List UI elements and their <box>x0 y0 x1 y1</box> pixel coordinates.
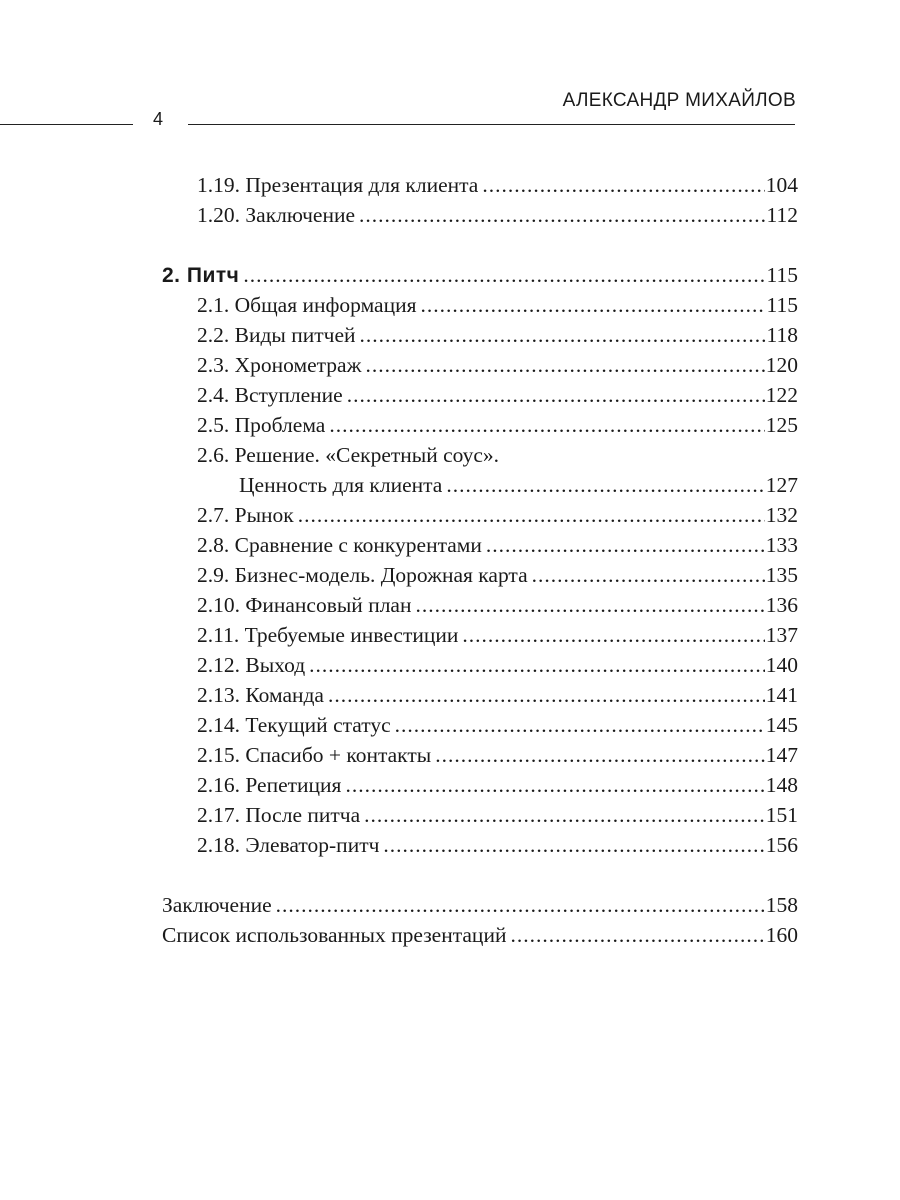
dot-leader <box>435 740 765 770</box>
section-gap <box>162 860 798 890</box>
dot-leader <box>486 530 765 560</box>
toc-entry-label: 2.14. Текущий статус <box>197 713 391 737</box>
toc-entry-page: 141 <box>765 683 798 707</box>
toc-entry-label: 2.11. Требуемые инвестиции <box>197 623 459 647</box>
toc-entry-page: 135 <box>765 563 798 587</box>
toc-entry[interactable] <box>162 350 798 380</box>
toc-entry-page: 112 <box>766 203 798 227</box>
toc-entry-page: 122 <box>765 383 798 407</box>
toc-entry-wrapped-first-line[interactable] <box>162 440 798 470</box>
toc-entry-page: 147 <box>765 743 798 767</box>
author-name: АЛЕКСАНДР МИХАЙЛОВ <box>562 90 796 111</box>
toc-entry-page: 158 <box>765 893 798 917</box>
toc-entry-page: 148 <box>765 773 798 797</box>
dot-leader <box>298 500 765 530</box>
toc-entry-label: 2.4. Вступление <box>197 383 343 407</box>
toc-entry-page: 132 <box>765 503 798 527</box>
header-rule-left <box>0 124 133 125</box>
toc-entry-label: 2.3. Хронометраж <box>197 353 362 377</box>
toc-entry-page: 125 <box>765 413 798 437</box>
dot-leader <box>510 920 764 950</box>
toc-entry-label: 2.8. Сравнение с конкурентами <box>197 533 482 557</box>
dot-leader <box>415 590 764 620</box>
toc-entry[interactable] <box>162 650 798 680</box>
dot-leader <box>276 890 765 920</box>
toc-entry-label: Заключение <box>162 893 272 917</box>
toc-entry[interactable] <box>162 710 798 740</box>
dot-leader <box>482 170 764 200</box>
toc-entry-label: 2.6. Решение. «Секретный соус». <box>197 443 499 467</box>
toc-entry-page: 160 <box>765 923 798 947</box>
toc-entry[interactable] <box>162 290 798 320</box>
toc-entry[interactable] <box>162 740 798 770</box>
toc-entry[interactable] <box>162 530 798 560</box>
running-header <box>0 0 900 140</box>
toc-chapter-entry[interactable] <box>162 260 798 290</box>
toc-chapter-label: 2. Питч <box>162 264 240 287</box>
toc-entry-page: 145 <box>765 713 798 737</box>
dot-leader <box>365 350 764 380</box>
toc-entry-label: 2.16. Репетиция <box>197 773 342 797</box>
toc-entry[interactable] <box>162 770 798 800</box>
toc-entry-label: 2.13. Команда <box>197 683 324 707</box>
toc-entry[interactable] <box>162 170 798 200</box>
toc-entry-page: 151 <box>765 803 798 827</box>
dot-leader <box>359 200 766 230</box>
toc-entry-label: 2.2. Виды питчей <box>197 323 356 347</box>
dot-leader <box>345 770 764 800</box>
toc-entry-page: 120 <box>765 353 798 377</box>
toc-entry-label: 2.15. Спасибо + контакты <box>197 743 432 767</box>
dot-leader <box>328 680 765 710</box>
toc-entry[interactable] <box>162 620 798 650</box>
toc-entry-label: 1.19. Презентация для клиента <box>197 173 479 197</box>
dot-leader <box>532 560 765 590</box>
dot-leader <box>395 710 765 740</box>
toc-entry-page: 133 <box>765 533 798 557</box>
dot-leader <box>243 260 765 290</box>
toc-entry-label: 1.20. Заключение <box>197 203 356 227</box>
toc-entry-page: 104 <box>765 173 798 197</box>
toc-entry[interactable] <box>162 200 798 230</box>
toc-entry[interactable] <box>162 830 798 860</box>
toc-entry-page: 156 <box>765 833 798 857</box>
toc-entry-label: 2.12. Выход <box>197 653 306 677</box>
dot-leader <box>309 650 765 680</box>
toc-entry-label: 2.7. Рынок <box>197 503 294 527</box>
toc-entry-page: 127 <box>765 473 798 497</box>
toc-entry-label: 2.17. После питча <box>197 803 361 827</box>
toc-entry-label: 2.1. Общая информация <box>197 293 417 317</box>
toc-entry-page: 136 <box>765 593 798 617</box>
dot-leader <box>446 470 764 500</box>
toc-entry-label: 2.10. Финансовый план <box>197 593 412 617</box>
toc-entry-page: 115 <box>766 293 798 317</box>
dot-leader <box>364 800 765 830</box>
toc-entry-page: 118 <box>766 323 798 347</box>
toc-chapter-page: 115 <box>766 263 798 287</box>
dot-leader <box>420 290 765 320</box>
toc-entry[interactable] <box>162 890 798 920</box>
dot-leader <box>462 620 764 650</box>
toc-entry-label: 2.5. Проблема <box>197 413 326 437</box>
toc-entry[interactable] <box>162 500 798 530</box>
section-gap <box>162 230 798 260</box>
toc-entry[interactable] <box>162 590 798 620</box>
toc-entry-wrapped-continuation[interactable] <box>162 470 798 500</box>
toc-entry[interactable] <box>162 410 798 440</box>
toc-entry[interactable] <box>162 560 798 590</box>
dot-leader <box>329 410 764 440</box>
page-number: 4 <box>153 109 164 129</box>
toc-entry[interactable] <box>162 380 798 410</box>
dot-leader <box>360 320 766 350</box>
toc-entry-label: 2.9. Бизнес-модель. Дорожная карта <box>197 563 528 587</box>
dot-leader <box>383 830 764 860</box>
toc-entry-page: 137 <box>765 623 798 647</box>
dot-leader <box>347 380 765 410</box>
toc-entry[interactable] <box>162 680 798 710</box>
toc-entry[interactable] <box>162 800 798 830</box>
toc-entry-label: Ценность для клиента <box>239 473 443 497</box>
header-rule-right <box>188 124 795 125</box>
toc-entry-label: 2.18. Элеватор-питч <box>197 833 380 857</box>
toc-entry-label: Список использованных презентаций <box>162 923 507 947</box>
toc-entry[interactable] <box>162 320 798 350</box>
toc-entry[interactable] <box>162 920 798 950</box>
table-of-contents <box>162 170 798 950</box>
toc-entry-page: 140 <box>765 653 798 677</box>
